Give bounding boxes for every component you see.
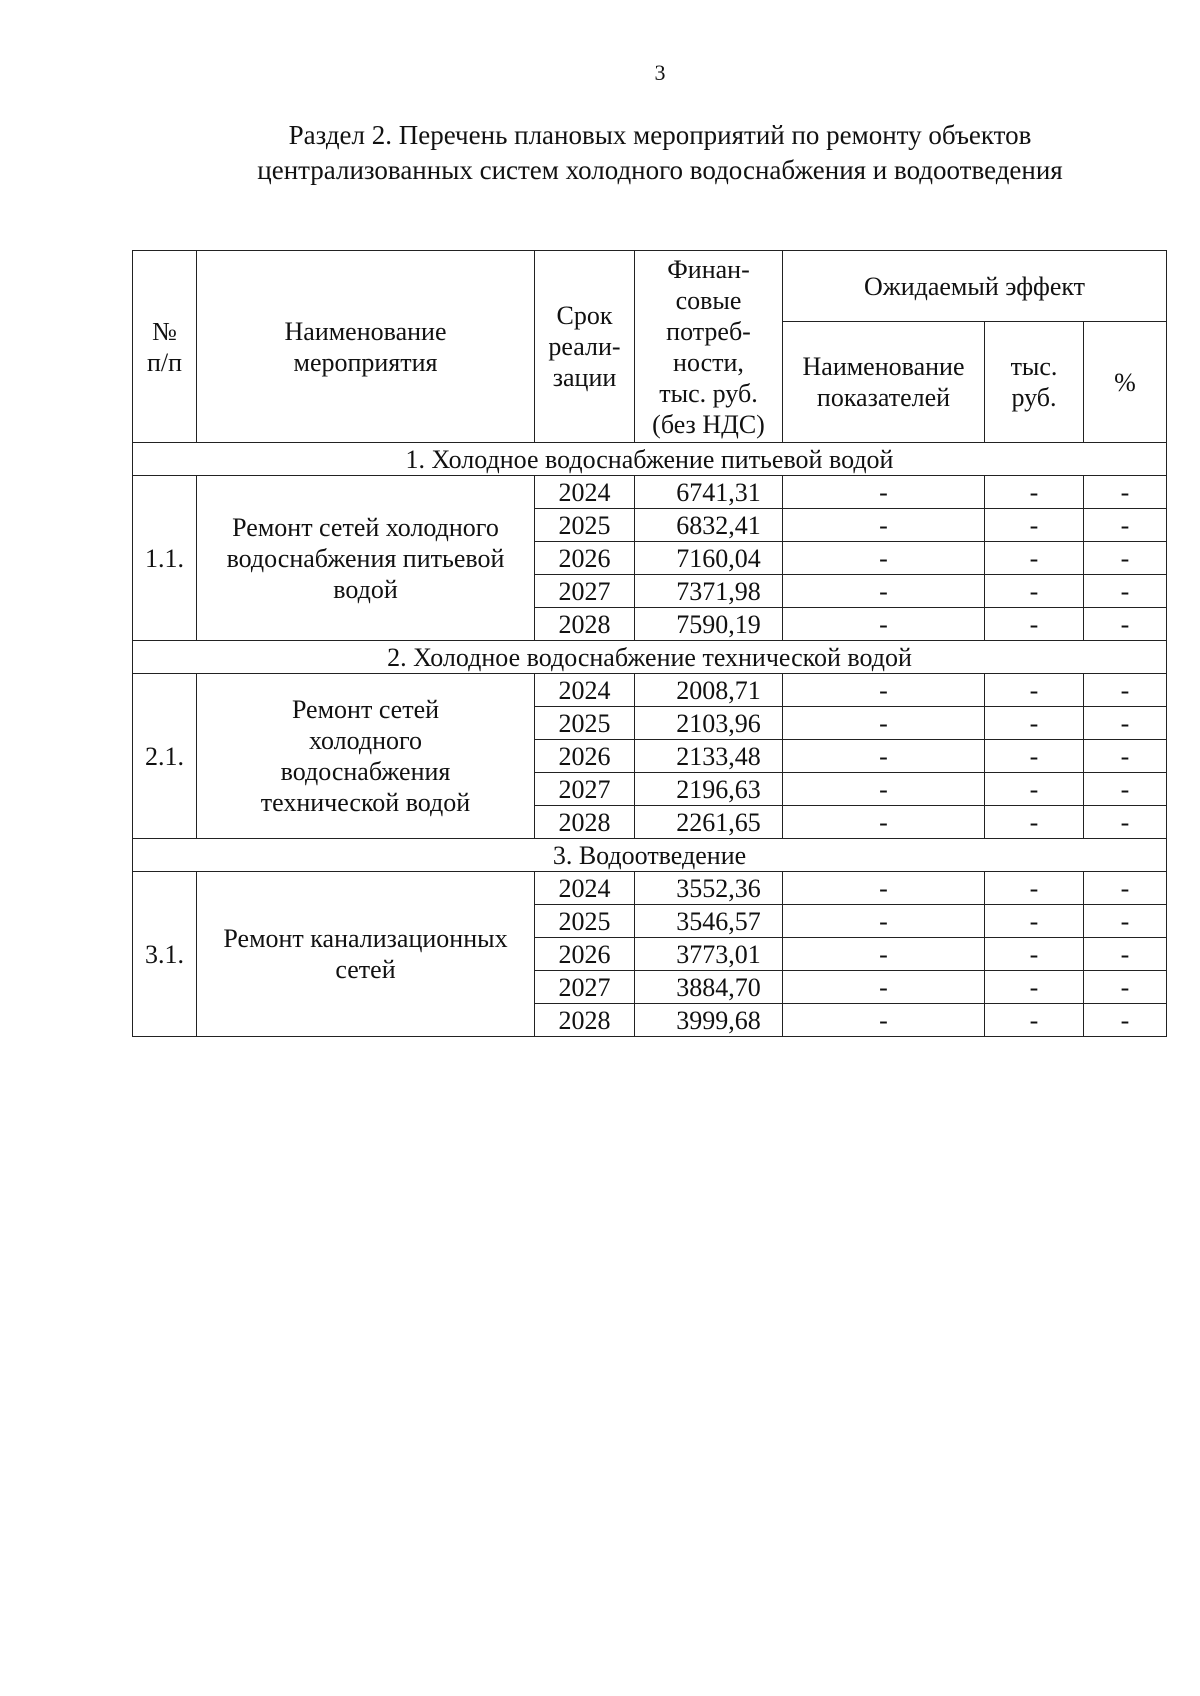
indicator-cell: -	[783, 773, 985, 806]
indicator-cell: -	[783, 575, 985, 608]
year-cell: 2024	[535, 872, 635, 905]
year-cell: 2028	[535, 608, 635, 641]
measure-name	[197, 674, 535, 839]
section-title-line-2: централизованных систем холодного водоснабжения и водоотведения	[257, 155, 1063, 185]
header-indicator-label: Наименование показателей	[802, 352, 965, 412]
section-row: 2. Холодное водоснабжение технической водой	[133, 641, 1167, 674]
amount-cell: 3546,57	[635, 905, 783, 938]
pct-cell: -	[1084, 575, 1167, 608]
header-finance	[635, 251, 783, 443]
pct-cell: -	[1084, 740, 1167, 773]
header-finance-label: Финан-совые потреб-ности, тыс. руб. (без НДС)	[652, 254, 765, 439]
year-cell: 2026	[535, 542, 635, 575]
indicator-cell: -	[783, 806, 985, 839]
indicator-cell: -	[783, 476, 985, 509]
table-row	[133, 872, 1167, 905]
rub-cell: -	[985, 608, 1084, 641]
amount-cell: 3552,36	[635, 872, 783, 905]
rub-cell: -	[985, 806, 1084, 839]
header-effect: Ожидаемый эффект	[783, 251, 1167, 322]
table-row	[133, 674, 1167, 707]
page-number: 3	[654, 60, 666, 85]
indicator-cell: -	[783, 971, 985, 1004]
pct-cell: -	[1084, 476, 1167, 509]
section-row: 3. Водоотведение	[133, 839, 1167, 872]
pct-cell: -	[1084, 1004, 1167, 1037]
amount-cell: 2133,48	[635, 740, 783, 773]
header-indicator	[783, 322, 985, 443]
header-thousand-rub	[985, 322, 1084, 443]
year-cell: 2027	[535, 575, 635, 608]
amount-cell: 2196,63	[635, 773, 783, 806]
rub-cell: -	[985, 773, 1084, 806]
section-title-line-1: Раздел 2. Перечень плановых мероприятий по ремонту объектов	[288, 120, 1032, 150]
indicator-cell: -	[783, 872, 985, 905]
indicator-cell: -	[783, 938, 985, 971]
header-name-label: Наименование мероприятия	[284, 316, 447, 377]
header-num-label: № п/п	[146, 316, 183, 377]
year-cell: 2025	[535, 707, 635, 740]
rub-cell: -	[985, 575, 1084, 608]
section-title	[200, 118, 1120, 188]
measure-name-label: Ремонт сетей холодного водоснабжения технической водой	[260, 695, 471, 817]
pct-cell: -	[1084, 806, 1167, 839]
amount-cell: 2261,65	[635, 806, 783, 839]
amount-cell: 2103,96	[635, 707, 783, 740]
year-cell: 2024	[535, 476, 635, 509]
header-percent: %	[1084, 322, 1167, 443]
rub-cell: -	[985, 905, 1084, 938]
pct-cell: -	[1084, 674, 1167, 707]
year-cell: 2024	[535, 674, 635, 707]
measures-table	[132, 250, 1167, 1037]
amount-cell: 3999,68	[635, 1004, 783, 1037]
amount-cell: 3884,70	[635, 971, 783, 1004]
indicator-cell: -	[783, 1004, 985, 1037]
year-cell: 2025	[535, 509, 635, 542]
pct-cell: -	[1084, 872, 1167, 905]
pct-cell: -	[1084, 608, 1167, 641]
amount-cell: 6741,31	[635, 476, 783, 509]
indicator-cell: -	[783, 608, 985, 641]
pct-cell: -	[1084, 773, 1167, 806]
rub-cell: -	[985, 740, 1084, 773]
rub-cell: -	[985, 938, 1084, 971]
header-term	[535, 251, 635, 443]
measure-name: Ремонт канализационных сетей	[197, 872, 535, 1037]
year-cell: 2026	[535, 938, 635, 971]
year-cell: 2025	[535, 905, 635, 938]
year-cell: 2027	[535, 971, 635, 1004]
measure-name: Ремонт сетей холодного водоснабжения питьевой водой	[197, 476, 535, 641]
indicator-cell: -	[783, 542, 985, 575]
indicator-cell: -	[783, 674, 985, 707]
measure-num: 3.1.	[133, 872, 197, 1037]
amount-cell: 3773,01	[635, 938, 783, 971]
section-row: 1. Холодное водоснабжение питьевой водой	[133, 443, 1167, 476]
amount-cell: 2008,71	[635, 674, 783, 707]
pct-cell: -	[1084, 971, 1167, 1004]
year-cell: 2028	[535, 1004, 635, 1037]
amount-cell: 7371,98	[635, 575, 783, 608]
header-term-label: Срок реали-зации	[548, 301, 621, 392]
indicator-cell: -	[783, 707, 985, 740]
rub-cell: -	[985, 707, 1084, 740]
year-cell: 2027	[535, 773, 635, 806]
pct-cell: -	[1084, 509, 1167, 542]
rub-cell: -	[985, 509, 1084, 542]
amount-cell: 7160,04	[635, 542, 783, 575]
pct-cell: -	[1084, 707, 1167, 740]
rub-cell: -	[985, 971, 1084, 1004]
rub-cell: -	[985, 476, 1084, 509]
header-num	[133, 251, 197, 443]
pct-cell: -	[1084, 938, 1167, 971]
indicator-cell: -	[783, 740, 985, 773]
header-name	[197, 251, 535, 443]
measure-num: 1.1.	[133, 476, 197, 641]
pct-cell: -	[1084, 905, 1167, 938]
measure-num: 2.1.	[133, 674, 197, 839]
table-row	[133, 476, 1167, 509]
amount-cell: 7590,19	[635, 608, 783, 641]
rub-cell: -	[985, 1004, 1084, 1037]
year-cell: 2028	[535, 806, 635, 839]
header-thousand-rub-label: тыс. руб.	[1010, 352, 1058, 412]
indicator-cell: -	[783, 509, 985, 542]
rub-cell: -	[985, 872, 1084, 905]
rub-cell: -	[985, 542, 1084, 575]
year-cell: 2026	[535, 740, 635, 773]
amount-cell: 6832,41	[635, 509, 783, 542]
rub-cell: -	[985, 674, 1084, 707]
pct-cell: -	[1084, 542, 1167, 575]
indicator-cell: -	[783, 905, 985, 938]
